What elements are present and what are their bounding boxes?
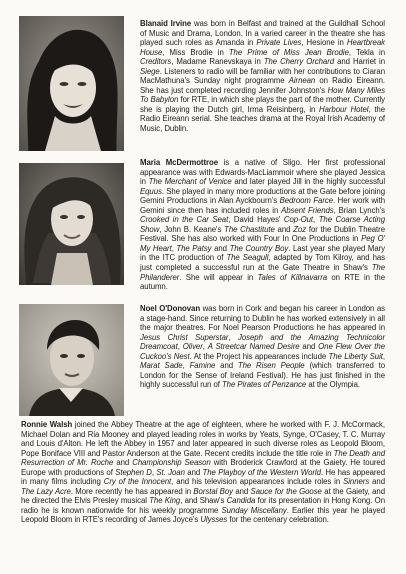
bio-text-run: and — [211, 243, 230, 253]
bio-text-run: was born in Belfast and trained at the Guildhall School of Music and Drama, London. In a varied career in the theatre she has played such roles as Amanda in — [140, 19, 385, 48]
work-title: Heartbreak House — [140, 38, 385, 57]
work-title: The Chastitute — [224, 224, 275, 234]
work-title: Championship Season — [132, 458, 211, 468]
bio-text-run: , — [382, 351, 385, 361]
work-title: The Coarse Acting Show — [140, 215, 386, 234]
work-title: Harbour Hotel — [319, 104, 369, 114]
bio-text-maria-mcdermottroe — [140, 158, 385, 291]
bio-text-run: . She played in many more productions at the Gate before joining Gemini Productions in Alan Ayckbourn's — [140, 186, 385, 206]
bio-text-run: , — [182, 361, 190, 371]
portrait-photo-noel-odonovan — [19, 304, 124, 416]
bio-text-run: . More recently he has appeared in — [70, 486, 194, 496]
bio-text-run: , the Radio Eireann serial. She teaches drama at the Royal Irish Academy of Music, Dublin. — [140, 104, 386, 134]
bio-text-run: is a native of Sligo. Her first professional appearance was with Edwards-MacLiammoir where she played Jessica in — [140, 158, 385, 187]
bio-text-run: , and Shaw's — [180, 496, 227, 506]
bio-name-ronnie-walsh: Ronnie Walsh — [21, 420, 73, 429]
bio-text-run: . Listeners to radio will be familiar with her contributions to Ciaran MacMathuna's Sunday night programme — [140, 66, 385, 86]
bio-text-noel-odonovan — [140, 304, 385, 389]
bio-name-blanaid-irvine: Blanaid Irvine — [140, 19, 192, 28]
bio-text-run: , John B. Keane's — [159, 224, 225, 234]
bio-paragraph-ronnie-walsh — [21, 420, 385, 525]
bio-text-run: , — [177, 342, 183, 352]
bio-text-run: . Her work with Gemini since then has included roles in — [140, 196, 385, 215]
bio-name-maria-mcdermottroe: Maria McDermottroe — [140, 158, 218, 167]
bio-text-run: , — [151, 467, 157, 477]
work-title: Ulysses — [200, 515, 228, 525]
bio-text-run: and — [113, 458, 133, 468]
bio-text-run: and — [215, 361, 238, 371]
bio-text-run: and — [369, 477, 385, 487]
bio-text-run: for its presentation in Hong Kong. On radio he is known nationwide for his weekly programme — [21, 496, 385, 515]
bio-text-run: , Tekla in — [348, 47, 385, 57]
bio-text-run: , — [202, 342, 208, 352]
bio-text-run: . Last year she played Mary in the ITC production of — [140, 243, 385, 263]
bio-text-run: , adapted by Tom Kilroy, and has just completed a successful run at the Gate Theatre in Shaw's — [140, 253, 386, 273]
work-title: Equus — [140, 186, 162, 196]
bio-text-run: on RTE in the autumn. — [140, 272, 385, 292]
work-title: Tales of Killnavarra — [257, 272, 328, 282]
work-title: Cry of the Innocent — [103, 477, 172, 487]
work-title: Joseph and the Amazing Technicolor Dreamcoat — [140, 332, 385, 352]
bio-text-run: and — [274, 224, 294, 234]
work-title: The Cherry Orchard — [263, 57, 335, 67]
bio-text-run: and — [184, 467, 203, 477]
work-title: Creditors — [140, 57, 172, 67]
work-title: The Country Boy — [229, 243, 289, 253]
bio-text-ronnie-walsh — [21, 420, 385, 524]
bio-text-run: for the centenary celebration. — [227, 515, 329, 525]
work-title: The Prime of Miss Jean Brodie — [228, 47, 349, 57]
bio-text-run: , Brian Lynch's — [333, 205, 385, 215]
work-title: The Patsy — [176, 243, 212, 253]
bio-text-run: , Hesione in — [301, 38, 347, 48]
work-title: One Flew Over the Cuckoo's Nest — [140, 342, 385, 361]
bio-text-run: , and his television appearances include roles in — [171, 477, 344, 487]
bio-text-run: , Madame Ranevskaya in — [171, 57, 264, 67]
work-title: The King — [149, 496, 181, 506]
work-title: Zoz — [293, 224, 307, 234]
bio-text-blanaid-irvine — [140, 19, 385, 133]
work-title: Oliver — [182, 342, 203, 352]
work-title: The Pirates of Penzance — [221, 380, 307, 390]
bio-text-run: , Miss Brodie in — [162, 47, 229, 57]
portrait-photo-maria-mcdermottroe — [19, 163, 124, 285]
work-title: How Many Miles To Babylon — [140, 85, 385, 105]
work-title: Peg O' My Heart — [140, 234, 385, 253]
work-title: The Risen People — [237, 361, 305, 371]
bio-paragraph-maria-mcdermottroe — [140, 158, 385, 292]
portrait-photo-blanaid-irvine — [19, 16, 124, 151]
work-title: The Lazy Acre — [21, 486, 71, 496]
bio-text-run: at the Gaiety, and he directed the Elvis Presley musical — [21, 486, 385, 506]
work-title: A Streetcar Named Desire — [207, 342, 300, 352]
work-title: Marat Sade — [140, 361, 183, 371]
bio-text-run: and — [299, 342, 319, 352]
work-title: Sunday Miscellany — [221, 505, 287, 515]
work-title: Borstal Boy — [193, 486, 233, 496]
work-title: Jesus Christ Superstar — [140, 332, 229, 342]
bio-text-run: . At the Project his appearances include — [189, 351, 329, 361]
work-title: The Death and Resurrection of Mr. Roche — [21, 448, 385, 468]
work-title: Absent Friends — [281, 205, 334, 215]
work-title: The Merchant of Venice — [148, 177, 232, 187]
work-title: The Seagull — [226, 253, 269, 263]
bio-paragraph-noel-odonovan — [140, 304, 385, 390]
bio-text-run: , — [228, 332, 239, 342]
bio-text-run: for the Dublin Theatre Festival. She has also worked with Four In One Productions in — [140, 224, 385, 244]
work-title: Candida — [226, 496, 256, 506]
bio-text-run: for RTE, in which she plays the part of the mother. Currently she is playing the Dutch girl, Irma Reisinberg, in — [140, 95, 385, 114]
work-title: Famine — [189, 361, 216, 371]
work-title: The Liberty Suit — [328, 351, 383, 361]
bio-text-run: was born in Cork and began his career in London as a stage-hand. Since returning to Dublin he has worked extensively in all the major theatres. For Noel Pearson Productions he has appeared in — [140, 304, 386, 333]
bio-paragraph-blanaid-irvine — [140, 19, 385, 134]
work-title: Stephen D — [115, 467, 152, 477]
bio-text-run: . She will appear in — [179, 272, 258, 282]
bio-text-run: and later played Jill in the highly successful — [231, 177, 385, 187]
work-title: Private Lives — [256, 38, 302, 48]
bio-text-run: , — [171, 243, 177, 253]
bio-text-run: . Earlier this year he played Leopold Bloom in RTE's recording of James Joyce's — [21, 505, 386, 525]
work-title: Sinners — [343, 477, 370, 487]
work-title: Bedroom Farce — [279, 196, 334, 206]
work-title: Siege — [140, 66, 160, 76]
bio-text-run: joined the Abbey Theatre at the age of eighteen, where he worked with F. J. McCormack, Michael Dolan and Ria Mooney and played leading roles in works by Yeats, Synge, O'Casey, T. C. Murray and Louis d'Alton. He left the Abbey in 1957 and later appeared in such diverse roles as Leopold Bloom, Pope Boniface VIII and Pastor Anderson at the Gate. Recent credits include the title role in — [21, 420, 385, 458]
work-title: The Philanderer — [140, 263, 385, 282]
bio-text-run: and Harriet in — [334, 57, 385, 67]
bio-text-run: on Radio Eireann. She has just completed recording Jennifer Johnston's — [140, 76, 386, 95]
bio-text-run: , — [313, 215, 319, 225]
bio-text-run: (which transferred to London for the Sense of Ireland Festival). He has just finished in the highly successful run of — [140, 361, 386, 390]
bio-text-run: . He has appeared in many films including — [21, 467, 386, 487]
bio-name-noel-odonovan: Noel O'Donovan — [140, 304, 201, 313]
work-title: The Playboy of the Western World — [202, 467, 321, 477]
work-title: Airnean — [288, 76, 316, 86]
bio-text-run: , David Hayes' — [228, 215, 284, 225]
bio-text-run: at the Olympia. — [306, 380, 361, 390]
work-title: St. Joan — [156, 467, 185, 477]
work-title: Crooked in the Car Seat — [140, 215, 229, 225]
bio-text-run: with Broderick Crawford at the Gaiety. He toured Europe with productions of — [21, 458, 385, 477]
bio-text-run: and — [232, 486, 251, 496]
work-title: Sauce for the Goose — [250, 486, 322, 496]
work-title: Cop-Out — [283, 215, 314, 225]
